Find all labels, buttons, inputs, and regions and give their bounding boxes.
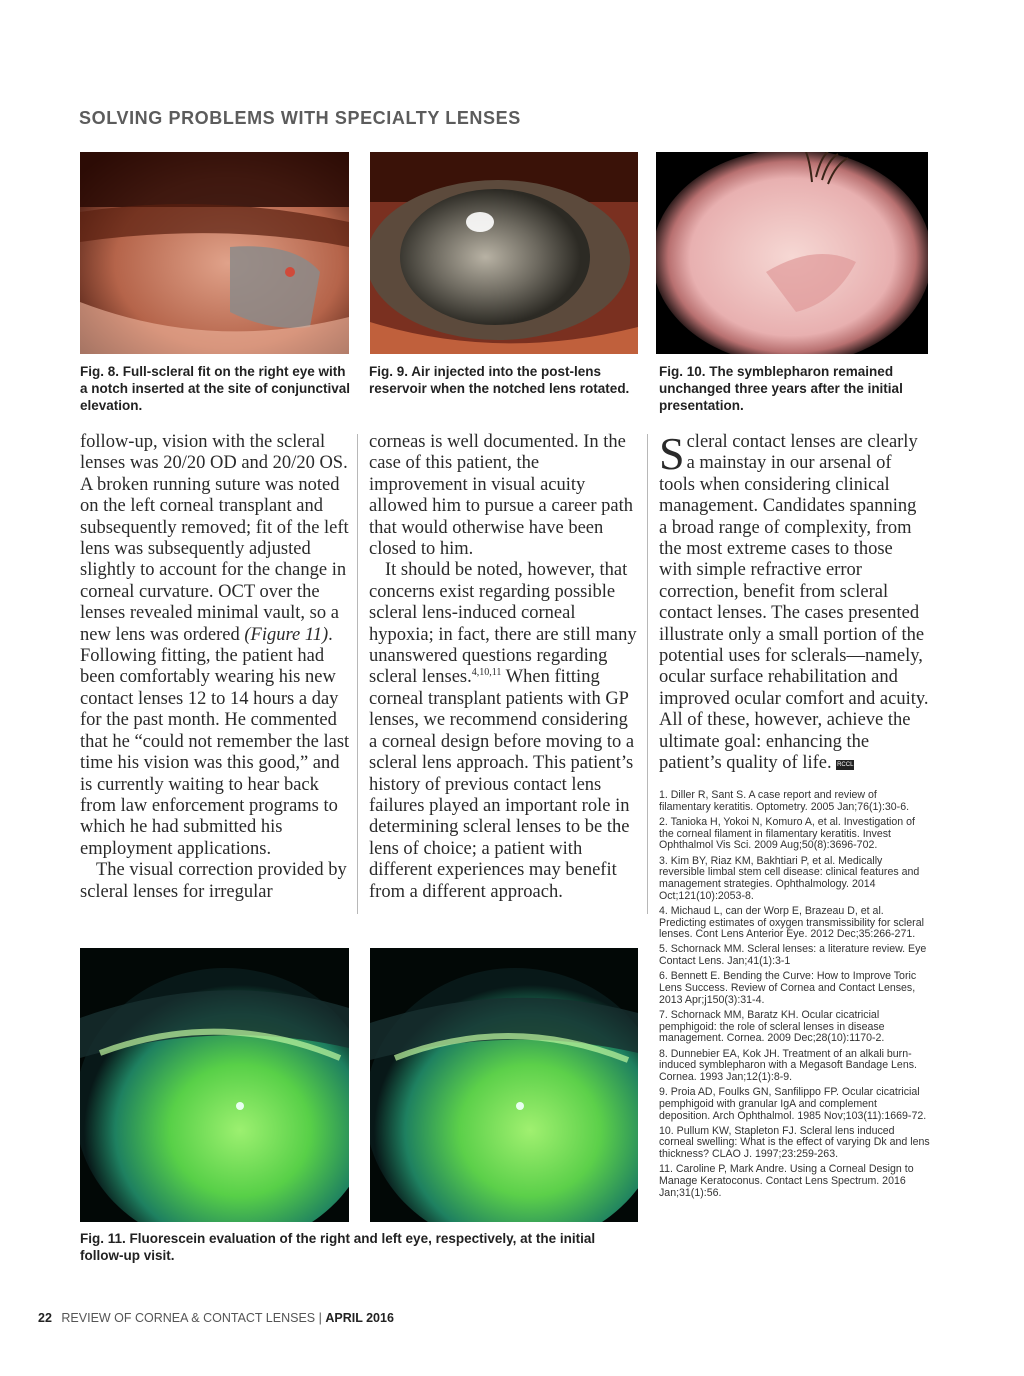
drop-cap: S xyxy=(659,428,685,479)
fig11-left-eye-photo xyxy=(370,948,638,1222)
body-column-3 xyxy=(659,428,929,775)
fig11-caption: Fig. 11. Fluorescein evaluation of the right and left eye, respectively, at the initial follow-up visit. xyxy=(80,1231,596,1263)
fig10-eye-photo xyxy=(656,152,928,354)
fig9-eye-photo xyxy=(370,152,638,354)
paragraph: follow-up, vision with the scleral lenses was 20/20 OD and 20/20 OS. A broken running suture was noted on the left corneal transplant and subsequently removed; fit of the left lens was subsequently adjusted slightly to account for the change in corneal curvature. OCT over the lenses revealed minimal vault, so a new lens was ordered (Figure 11). Following fitting, the patient had been comfortably wearing his new contact lenses 12 to 14 hours a day for the past month. He commented that he “could not remember the last time his vision was this good,” and is currently waiting to hear back from law enforcement programs to which he had submitted his employment applications. xyxy=(80,432,350,859)
issue-date: APRIL 2016 xyxy=(325,1311,394,1325)
figure-reference: (Figure 11) xyxy=(244,624,329,645)
fig8-caption: Fig. 8. Full-scleral fit on the right eye with a notch inserted at the site of conjunctival elevation. xyxy=(80,364,351,413)
fig11-right-eye-photo xyxy=(80,948,349,1222)
body-column-2 xyxy=(369,432,639,903)
rccl-end-mark: RCCL xyxy=(837,762,854,769)
page-number: 22 xyxy=(38,1311,52,1325)
body-column-1 xyxy=(80,432,350,903)
reference-item: 7. Schornack MM, Baratz KH. Ocular cicatricial pemphigoid: the role of scleral lenses in disease management. Cornea. 2009 Dec;28(10):1170-2. xyxy=(659,1008,885,1045)
page-footer xyxy=(38,1311,394,1325)
fig9-caption: Fig. 9. Air injected into the post-lens reservoir when the notched lens rotated. xyxy=(369,364,630,396)
reference-item: 6. Bennett E. Bending the Curve: How to Improve Toric Lens Success. Review of Cornea and Contact Lenses, 2013 Apr;j150(3):31-4. xyxy=(659,970,917,1006)
reference-item: 1. Diller R, Sant S. A case report and review of filamentary keratitis. Optometry. 2005 Jan;76(1):30-6. xyxy=(659,789,910,813)
references-list xyxy=(659,790,931,1203)
reference-item: 4. Michaud L, can der Worp E, Brazeau D, et al. Predicting estimates of oxygen transmissibility for scleral lenses. Cont Lens Anterior Eye. 2012 Dec;35:266-271. xyxy=(659,904,924,941)
paragraph: It should be noted, however, that concerns exist regarding possible scleral lens-induced corneal hypoxia; in fact, there are still many unanswered questions regarding scleral lenses.$^{4,10,11}$ When fitting corneal transplant patients with GP lenses, we recommend considering a corneal design before moving to a scleral lens approach. This patient’s history of previous contact lens failures played an important role in determining scleral lenses to be the lens of choice; a patient with different experiences may benefit from a different approach. xyxy=(369,560,637,902)
reference-item: 5. Schornack MM. Scleral lenses: a literature review. Eye Contact Lens. Jan;41(1):3-1 xyxy=(659,943,927,968)
paragraph: corneas is well documented. In the case of this patient, the improvement in visual acuity allowed him to pursue a career path that would otherwise have been closed to him. xyxy=(369,432,634,560)
fig10-caption: Fig. 10. The symblepharon remained unchanged three years after the initial presentation. xyxy=(659,364,903,413)
reference-item: 9. Proia AD, Foulks GN, Sanfilippo FP. Ocular cicatricial pemphigoid with granular IgA and complement deposition. Arch Ophthalmol. 1985 Nov;103(11):1669-72. xyxy=(659,1086,927,1122)
reference-item: 10. Pullum KW, Stapleton FJ. Scleral lens induced corneal swelling: What is the effect of varying Dk and lens thickness? CLAO J. 1997;23:259-263. xyxy=(659,1124,930,1161)
publication-name: REVIEW OF CORNEA & CONTACT LENSES | xyxy=(61,1311,322,1325)
section-title: SOLVING PROBLEMS WITH SPECIALTY LENSES xyxy=(79,108,521,128)
fig8-eye-photo xyxy=(80,152,349,354)
paragraph: The visual correction provided by scleral lenses for irregular xyxy=(80,860,347,902)
reference-item: 11. Caroline P, Mark Andre. Using a Corneal Design to Manage Keratoconus. Contact Lens Spectrum. 2016 Jan;31(1):56. xyxy=(659,1163,914,1199)
reference-item: 3. Kim BY, Riaz KM, Bakhtiari P, et al. Medically reversible limbal stem cell disease: clinical features and management strategies. Ophthalmology. 2014 Oct;121(10):2053-8. xyxy=(659,854,920,902)
reference-item: 2. Tanioka H, Yokoi N, Komuro A, et al. Investigation of the corneal filament in filamentary keratitis. Invest Ophthalmol Vis Sci. 2009 Aug;50(8):3696-702. xyxy=(659,815,915,852)
column-divider xyxy=(647,434,648,914)
column-divider xyxy=(357,434,358,914)
reference-item: 8. Dunnebier EA, Kok JH. Treatment of an alkali burn-induced symblepharon with a Megasoft Bandage Lens. Cornea. 1993 Jan;12(1):8-9. xyxy=(659,1047,917,1083)
citation-superscript: 4,10,11 xyxy=(471,667,502,679)
paragraph: Scleral contact lenses are clearly a mainstay in our arsenal of tools when considering clinical management. Candidates spanning a broad range of complexity, from the most extreme cases to those with simple refractive error correction, benefit from scleral contact lenses. The cases presented illustrate only a small portion of the potential uses for sclerals—namely, ocular surface rehabilitation and improved ocular comfort and acuity. All of these, however, achieve the ultimate goal: enhancing the patient’s quality of life. RCCL xyxy=(659,428,929,774)
